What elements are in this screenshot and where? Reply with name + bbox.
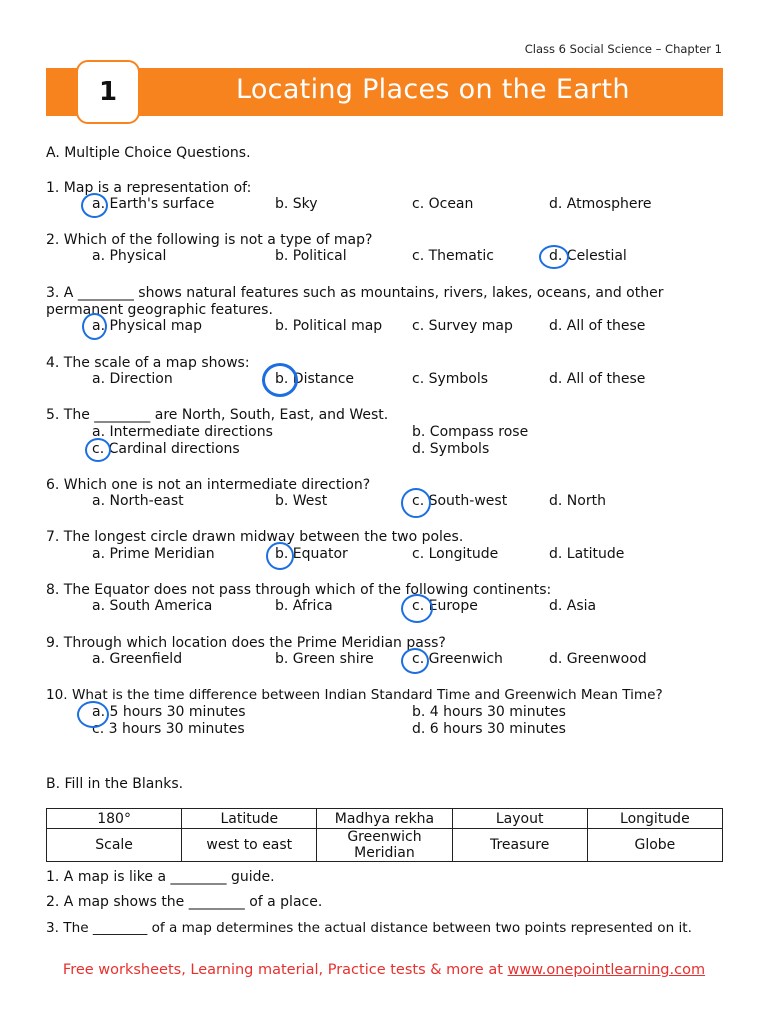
- word-bank-cell: Layout: [452, 809, 587, 829]
- q4-option-a[interactable]: a. Direction: [92, 371, 173, 387]
- q8-option-b[interactable]: b. Africa: [275, 598, 333, 614]
- q1-option-c[interactable]: c. Ocean: [412, 196, 474, 212]
- q7-option-d[interactable]: d. Latitude: [549, 546, 625, 562]
- question-3-line-1: 3. A ________ shows natural features such as mountains, rivers, lakes, oceans, and other: [46, 285, 664, 301]
- q1-option-d[interactable]: d. Atmosphere: [549, 196, 652, 212]
- chapter-title: Locating Places on the Earth: [236, 74, 630, 105]
- section-a-title: A. Multiple Choice Questions.: [46, 145, 251, 161]
- q4-option-b[interactable]: b. Distance: [275, 371, 355, 387]
- q8-option-d[interactable]: d. Asia: [549, 598, 597, 614]
- word-bank-cell: west to east: [182, 829, 317, 862]
- table-row: [47, 829, 723, 862]
- q10-option-d[interactable]: d. 6 hours 30 minutes: [412, 721, 566, 737]
- answer-circle-q1: [81, 193, 108, 218]
- question-2: 2. Which of the following is not a type of map?: [46, 232, 373, 248]
- q9-option-c[interactable]: c. Greenwich: [412, 651, 503, 667]
- q4-option-c[interactable]: c. Symbols: [412, 371, 489, 387]
- q6-option-c[interactable]: c. South-west: [412, 493, 508, 509]
- fill-blank-2: 2. A map shows the ________ of a place.: [46, 894, 323, 910]
- fill-blank-3: 3. The ________ of a map determines the actual distance between two points represented on it.: [46, 920, 692, 936]
- q6-option-a[interactable]: a. North-east: [92, 493, 184, 509]
- q8-option-a[interactable]: a. South America: [92, 598, 213, 614]
- answer-circle-q2: [539, 245, 569, 269]
- footer: [0, 962, 768, 978]
- q6-option-b[interactable]: b. West: [275, 493, 328, 509]
- q2-option-b[interactable]: b. Political: [275, 248, 347, 264]
- question-7: 7. The longest circle drawn midway between the two poles.: [46, 529, 464, 545]
- answer-circle-q4: [262, 363, 298, 397]
- word-bank-table: [46, 808, 723, 862]
- word-bank-cell: Scale: [47, 829, 182, 862]
- answer-circle-q5: [85, 438, 111, 462]
- q2-option-d[interactable]: d. Celestial: [549, 248, 627, 264]
- q4-option-d[interactable]: d. All of these: [549, 371, 646, 387]
- q3-option-a[interactable]: a. Physical map: [92, 318, 202, 334]
- q7-option-b[interactable]: b. Equator: [275, 546, 348, 562]
- q7-option-c[interactable]: c. Longitude: [412, 546, 499, 562]
- q6-option-d[interactable]: d. North: [549, 493, 606, 509]
- question-10: 10. What is the time difference between Indian Standard Time and Greenwich Mean Time?: [46, 687, 663, 703]
- word-bank-cell: Globe: [587, 829, 722, 862]
- chapter-number: 1: [76, 60, 140, 124]
- q10-option-c[interactable]: c. 3 hours 30 minutes: [92, 721, 245, 737]
- q1-option-a[interactable]: a. Earth's surface: [92, 196, 215, 212]
- word-bank-cell: Treasure: [452, 829, 587, 862]
- word-bank-cell: Greenwich Meridian: [317, 829, 452, 862]
- q3-option-c[interactable]: c. Survey map: [412, 318, 513, 334]
- question-4: 4. The scale of a map shows:: [46, 355, 250, 371]
- q9-option-b[interactable]: b. Green shire: [275, 651, 374, 667]
- q3-option-b[interactable]: b. Political map: [275, 318, 383, 334]
- answer-circle-q9: [401, 648, 429, 674]
- q9-option-d[interactable]: d. Greenwood: [549, 651, 647, 667]
- q7-option-a[interactable]: a. Prime Meridian: [92, 546, 215, 562]
- question-6: 6. Which one is not an intermediate direction?: [46, 477, 371, 493]
- q5-option-b[interactable]: b. Compass rose: [412, 424, 529, 440]
- word-bank-cell: Latitude: [182, 809, 317, 829]
- q3-option-d[interactable]: d. All of these: [549, 318, 646, 334]
- q5-option-a[interactable]: a. Intermediate directions: [92, 424, 273, 440]
- answer-circle-q8: [401, 594, 433, 623]
- word-bank-cell: 180°: [47, 809, 182, 829]
- word-bank-cell: Madhya rekha: [317, 809, 452, 829]
- q8-option-c[interactable]: c. Europe: [412, 598, 478, 614]
- question-5: 5. The ________ are North, South, East, and West.: [46, 407, 389, 423]
- question-9: 9. Through which location does the Prime Meridian pass?: [46, 635, 446, 651]
- answer-circle-q6: [401, 488, 431, 518]
- q10-option-a[interactable]: a. 5 hours 30 minutes: [92, 704, 246, 720]
- question-3-line-2: permanent geographic features.: [46, 302, 273, 318]
- table-row: [47, 809, 723, 829]
- fill-blank-1: 1. A map is like a ________ guide.: [46, 869, 275, 885]
- q9-option-a[interactable]: a. Greenfield: [92, 651, 183, 667]
- footer-text: Free worksheets, Learning material, Practice tests & more at: [62, 962, 508, 978]
- answer-circle-q10: [77, 701, 109, 728]
- answer-circle-q3: [82, 313, 107, 340]
- q2-option-a[interactable]: a. Physical: [92, 248, 167, 264]
- course-label: Class 6 Social Science – Chapter 1: [524, 42, 722, 56]
- question-1: 1. Map is a representation of:: [46, 180, 252, 196]
- q1-option-b[interactable]: b. Sky: [275, 196, 318, 212]
- answer-circle-q7: [266, 542, 294, 570]
- question-8: 8. The Equator does not pass through which of the following continents:: [46, 582, 552, 598]
- q2-option-c[interactable]: c. Thematic: [412, 248, 494, 264]
- section-b-title: B. Fill in the Blanks.: [46, 776, 184, 792]
- word-bank-cell: Longitude: [587, 809, 722, 829]
- q10-option-b[interactable]: b. 4 hours 30 minutes: [412, 704, 566, 720]
- q5-option-c[interactable]: c. Cardinal directions: [92, 441, 240, 457]
- q5-option-d[interactable]: d. Symbols: [412, 441, 490, 457]
- footer-link[interactable]: www.onepointlearning.com: [507, 962, 706, 978]
